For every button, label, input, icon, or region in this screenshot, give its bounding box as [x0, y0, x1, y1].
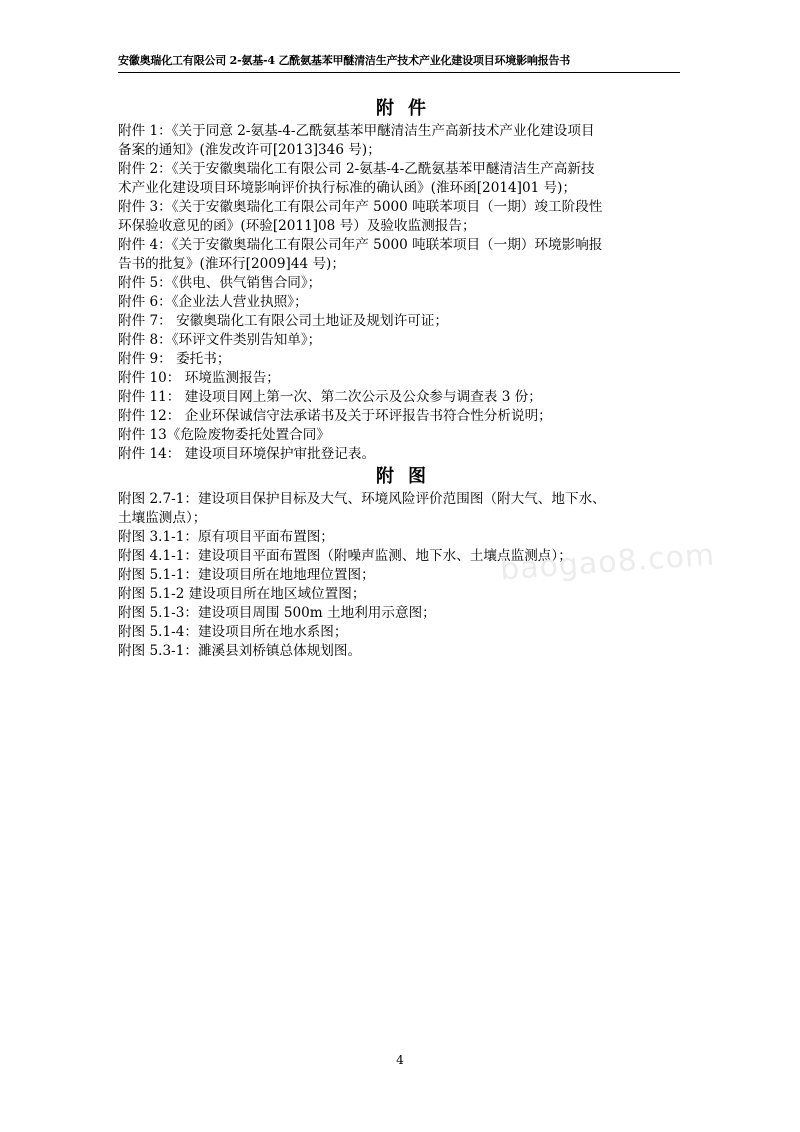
attachment-line: 备案的通知》(淮发改许可[2013]346 号)；: [118, 142, 381, 158]
figure-line: 附图 4.1-1：建设项目平面布置图（附噪声监测、地下水、土壤点监测点）；: [118, 548, 572, 564]
attachment-line: 附件 5：《供电、供气销售合同》；: [118, 275, 322, 291]
attachment-line: 附件 3：《关于安徽奥瑞化工有限公司年产 5000 吨联苯项目（一期）竣工阶段性: [118, 199, 603, 215]
figure-line: 附图 5.1-1：建设项目所在地地理位置图；: [118, 567, 375, 583]
attachment-line: 附件 8：《环评文件类别告知单》；: [118, 332, 322, 348]
watermark: baogao8.com: [499, 537, 717, 588]
attachment-line: 附件 2：《关于安徽奥瑞化工有限公司 2-氨基-4-乙酰氨基苯甲醚清洁生产高新技: [118, 161, 595, 177]
document-body: [118, 96, 684, 661]
attachment-line: 附件 11： 建设项目网上第一次、第二次公示及公众参与调查表 3 份；: [118, 389, 542, 405]
figure-line: 附图 5.1-3：建设项目周围 500m 土地利用示意图；: [118, 605, 436, 621]
attachment-line: 附件 10： 环境监测报告；: [118, 370, 280, 386]
figure-line: 附图 5.1-2 建设项目所在地区域位置图；: [118, 586, 366, 602]
attachments-heading: 附件: [376, 98, 440, 119]
figure-line: 附图 2.7-1：建设项目保护目标及大气、环境风险评价范围图（附大气、地下水、: [118, 491, 606, 507]
attachment-line: 告书的批复》(淮环行[2009]44 号)；: [118, 256, 345, 272]
attachment-line: 附件 14： 建设项目环境保护审批登记表。: [118, 446, 376, 462]
attachment-line: 附件 12： 企业环保诚信守法承诺书及关于环评报告书符合性分析说明；: [118, 408, 552, 424]
attachment-line: 环保验收意见的函》(环验[2011]08 号）及验收监测报告；: [118, 218, 476, 234]
attachment-line: 附件 13《危险废物委托处置合同》: [118, 427, 330, 443]
running-header: 安徽奥瑞化工有限公司 2-氨基-4 乙酰氨基苯甲醚清洁生产技术产业化建设项目环境影响报告书: [118, 54, 571, 67]
figures-list: [118, 490, 684, 661]
figure-line: 附图 5.3-1：濉溪县刘桥镇总体规划图。: [118, 643, 362, 659]
attachment-line: 术产业化建设项目环境影响评价执行标准的确认函》(淮环函[2014]01 号)；: [118, 180, 577, 196]
attachment-line: 附件 7： 安徽奥瑞化工有限公司土地证及规划许可证；: [118, 313, 448, 329]
attachment-line: 附件 4：《关于安徽奥瑞化工有限公司年产 5000 吨联苯项目（一期）环境影响报: [118, 237, 603, 253]
header-divider: [118, 72, 680, 73]
figures-heading: 附图: [376, 466, 440, 487]
figure-line: 附图 3.1-1：原有项目平面布置图；: [118, 529, 334, 545]
attachment-line: 附件 1：《关于同意 2-氨基-4-乙酰氨基苯甲醚清洁生产高新技术产业化建设项目: [118, 123, 595, 139]
attachments-list: [118, 122, 684, 464]
attachment-line: 附件 9： 委托书；: [118, 351, 231, 367]
attachment-line: 附件 6：《企业法人营业执照》；: [118, 294, 308, 310]
figure-line: 土壤监测点）；: [118, 510, 207, 526]
figure-line: 附图 5.1-4：建设项目所在地水系图；: [118, 624, 348, 640]
page-number: 4: [396, 1053, 404, 1067]
